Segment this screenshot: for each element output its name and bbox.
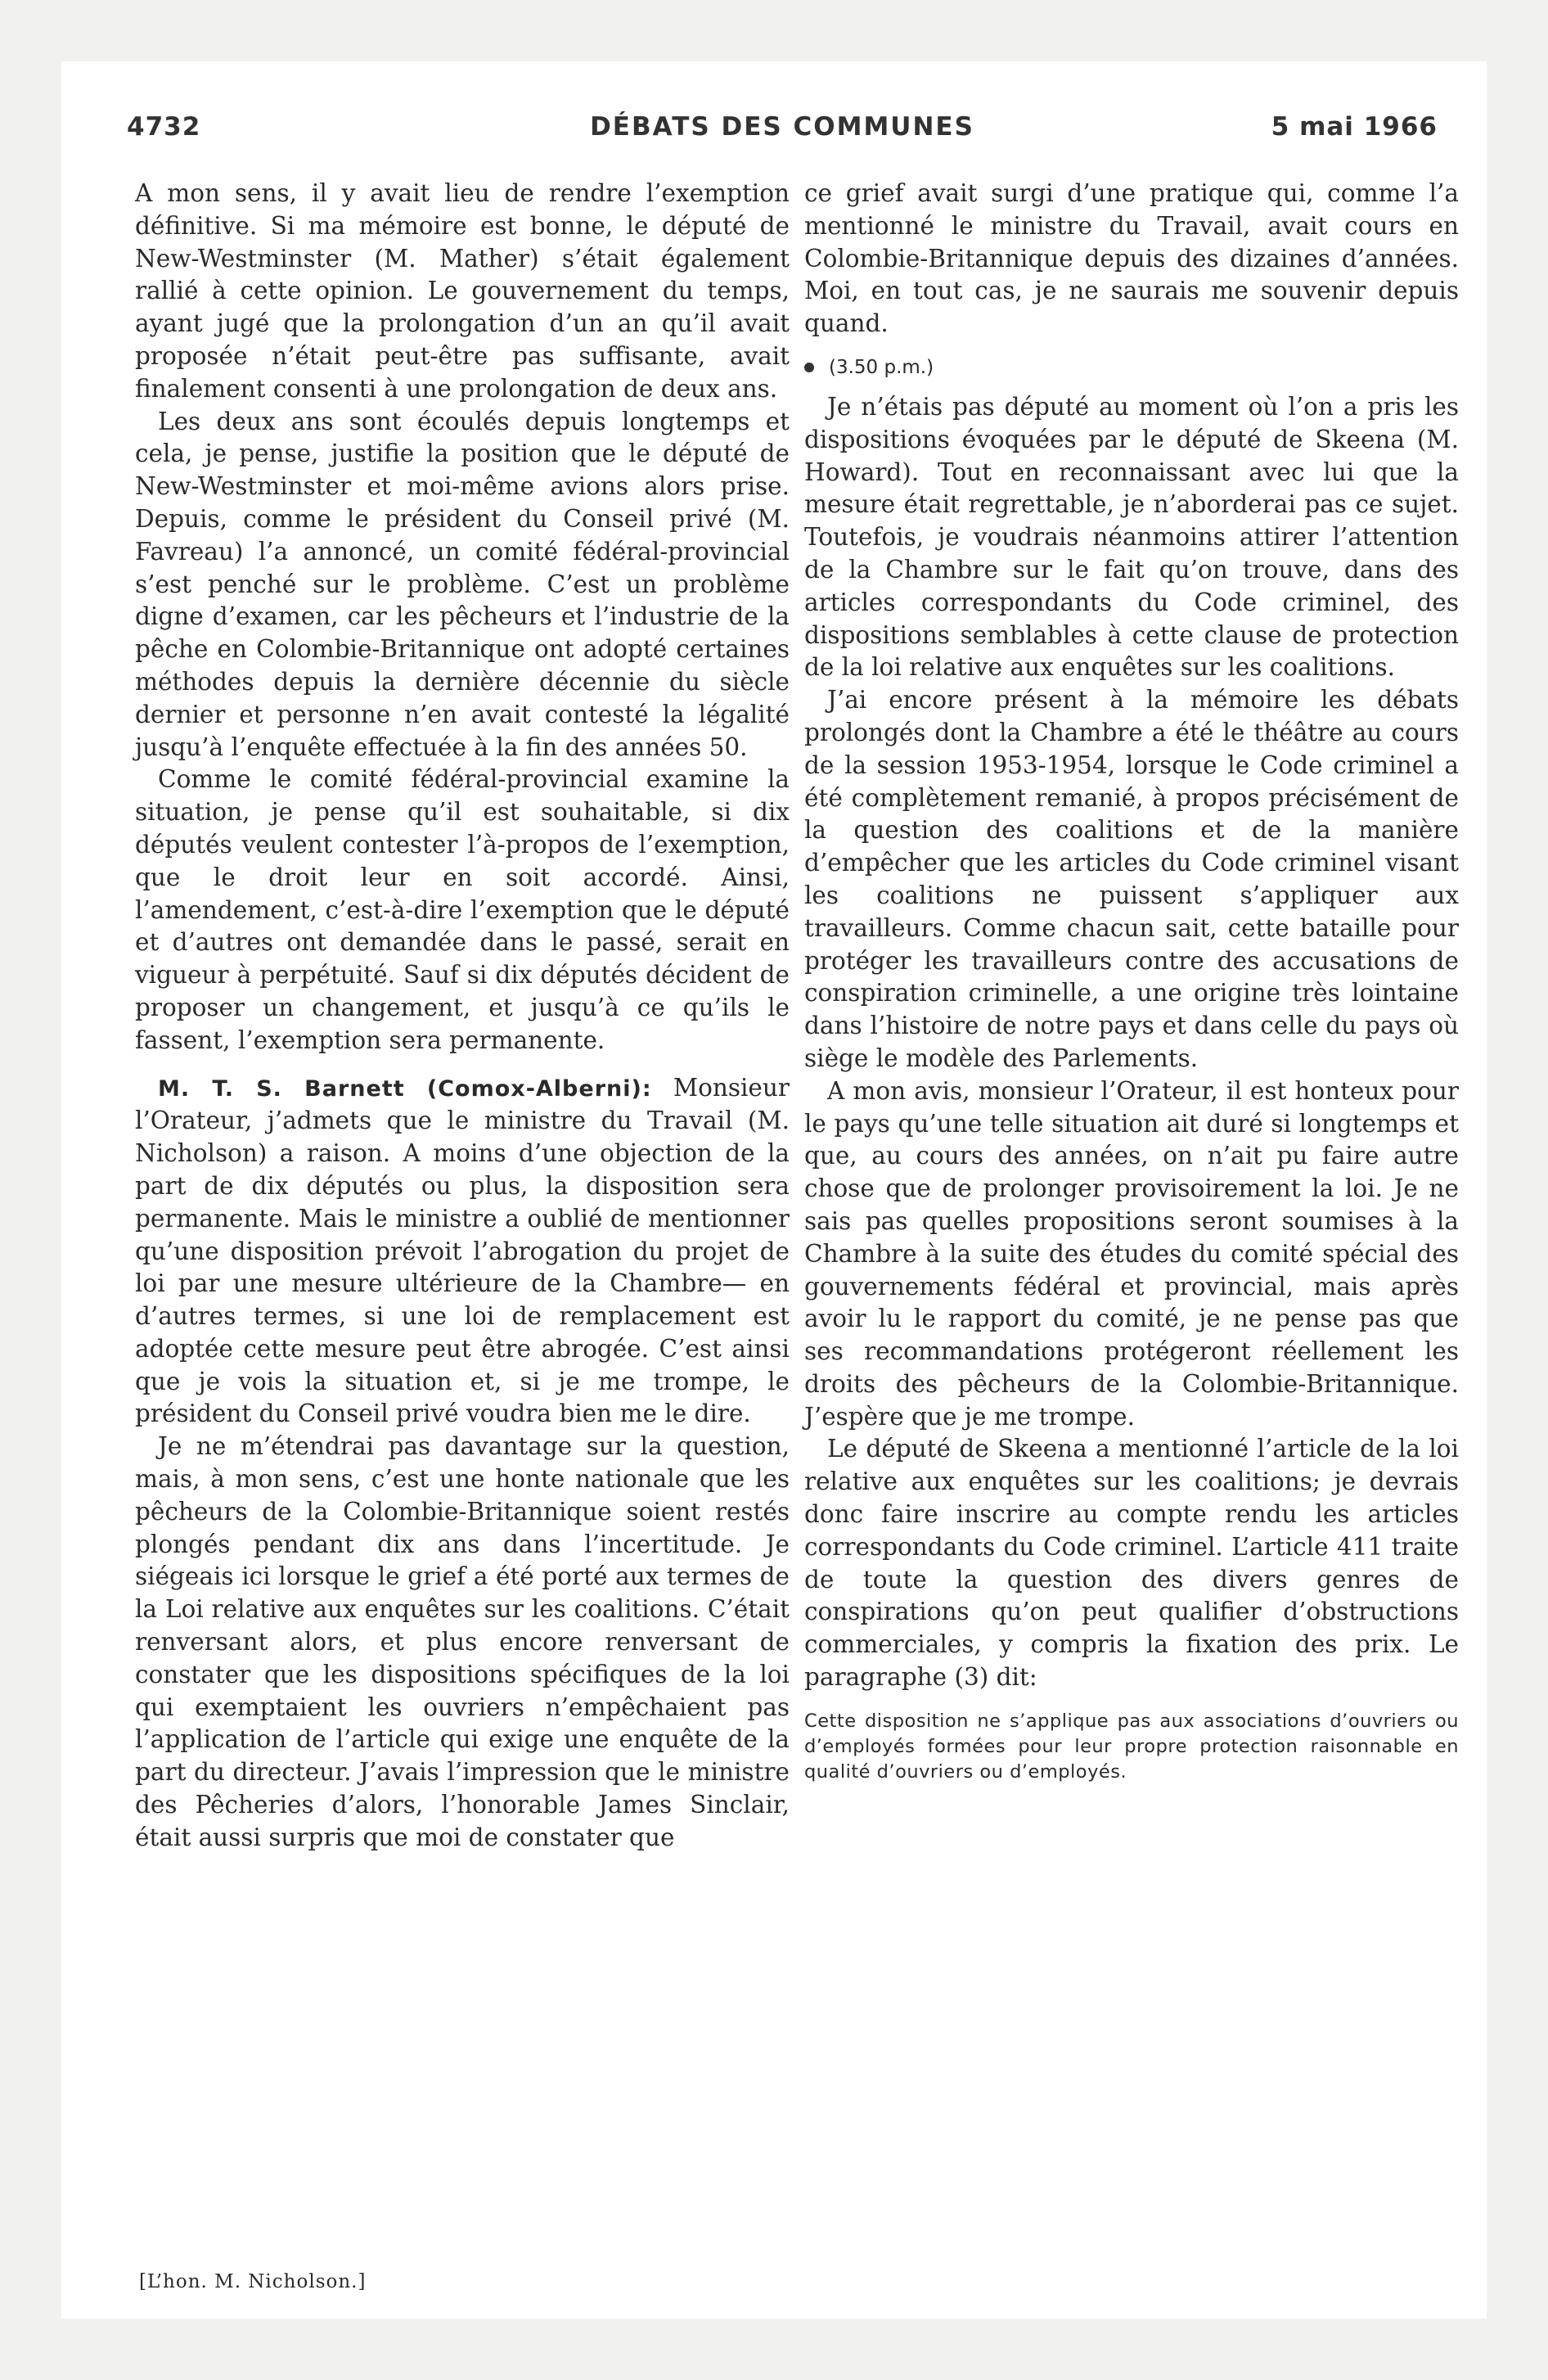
paragraph: Je ne m’étendrai pas davantage sur la question, mais, à mon sens, c’est une honte nationale que les pêcheurs de la Colombie-Britannique soient restés plongés pendant dix ans dans l’incertitude. Je siégeais ici lorsque le grief a été porté aux termes de la Loi relative aux enquêtes sur les coalitions. C’était renversant alors, et plus encore renversant de constater que les dispositions spécifiques de la loi qui exemptaient les ouvriers n’empêchaient pas l’application de l’article qui exige une enquête de la part du directeur. J’avais l’impression que le ministre des Pêcheries d’alors, l’honorable James Sinclair, était aussi surpris que moi de constater que [135, 1432, 790, 1851]
paragraph: Le député de Skeena a mentionné l’article de la loi relative aux enquêtes sur les coalitions; je devrais donc faire inscrire au compte rendu les articles correspondants du Code criminel. L’article 411 traite de toute la question des divers genres de conspirations qu’on peut qualifier d’obstructions commerciales, y compris la fixation des prix. Le paragraphe (3) dit: [804, 1435, 1459, 1692]
sitting-date: 5 mai 1966 [1271, 112, 1438, 142]
page-number: 4732 [127, 112, 201, 142]
speaker-paragraph [135, 1072, 790, 1431]
right-column [804, 178, 1459, 1785]
paragraph: Je n’étais pas député au moment où l’on a pris les dispositions évoquées par le député de Skeena (M. Howard). Tout en reconnaissant avec lui que la mesure était regrettable, je n’aborderai pas ce sujet. Toutefois, je voudrais néanmoins attirer l’attention de la Chambre sur le fait qu’on trouve, dans des articles correspondants du Code criminel, des dispositions semblables à cette clause de protection de la loi relative aux enquêtes sur les coalitions. [804, 392, 1459, 682]
left-column [135, 178, 790, 1855]
speech-text: Monsieur l’Orateur, j’admets que le ministre du Travail (M. Nicholson) a raison. A moins d’une objection de la part de dix députés ou plus, la disposition sera permanente. Mais le ministre a oublié de mentionner qu’une disposition prévoit l’abrogation du projet de loi par une mesure ultérieure de la Chambre— en d’autres termes, si une loi de remplacement est adoptée cette mesure peut être abrogée. C’est ainsi que je vois la situation et, si je me trompe, le président du Conseil privé voudra bien me le dire. [135, 1073, 790, 1428]
bullet-icon [804, 363, 814, 372]
paragraph: ce grief avait surgi d’une pratique qui, comme l’a mentionné le ministre du Travail, avait cours en Colombie-Britannique depuis des dizaines d’années. Moi, en tout cas, je ne saurais me souvenir depuis quand. [804, 179, 1459, 338]
footer-reference: [L’hon. M. Nicholson.] [139, 2271, 367, 2292]
page [61, 61, 1487, 2319]
paragraph: J’ai encore présent à la mémoire les débats prolongés dont la Chambre a été le théâtre au cours de la session 1953-1954, lorsque le Code criminel a été complètement remanié, à propos précisément de la question des coalitions et de la manière d’empêcher que les articles du Code criminel visant les coalitions ne puissent s’appliquer aux travailleurs. Comme chacun sait, cette bataille pour protéger les travailleurs contre des accusations de conspiration criminelle, a une origine très lointaine dans l’histoire de notre pays et dans celle du pays où siège le modèle des Parlements. [804, 686, 1459, 1072]
paragraph: A mon avis, monsieur l’Orateur, il est honteux pour le pays qu’une telle situation ait duré si longtemps et que, au cours des années, on n’ait pu faire autre chose que de prolonger provisoirement la loi. Je ne sais pas quelles propositions seront soumises à la Chambre à la suite des études du comité spécial des gouvernements fédéral et provincial, mais après avoir lu le rapport du comité, je ne pense pas que ses recommandations protégeront réellement les droits des pêcheurs de la Colombie-Britannique. J’espère que je me trompe. [804, 1076, 1459, 1431]
legal-quotation: Cette disposition ne s’applique pas aux associations d’ouvriers ou d’employés formées pour leur propre protection raisonnable en qualité d’ouvriers ou d’employés. [804, 1710, 1459, 1783]
speaker-name: M. T. S. Barnett (Comox-Alberni): [158, 1075, 652, 1102]
paragraph: Les deux ans sont écoulés depuis longtemps et cela, je pense, justifie la position que le député de New-Westminster et moi-même avions alors prise. Depuis, comme le président du Conseil privé (M. Favreau) l’a annoncé, un comité fédéral-provincial s’est penché sur le problème. C’est un problème digne d’examen, car les pêcheurs et l’industrie de la pêche en Colombie-Britannique ont adopté certaines méthodes depuis la dernière décennie du siècle dernier et personne n’en avait contesté la légalité jusqu’à l’enquête effectuée à la fin des années 50. [135, 407, 790, 761]
timestamp [804, 355, 1459, 380]
page-header [127, 112, 1438, 153]
paragraph: Comme le comité fédéral-provincial examine la situation, je pense qu’il est souhaitable, si dix députés veulent contester l’à-propos de l’exemption, que le droit leur en soit accordé. Ainsi, l’amendement, c’est-à-dire l’exemption que le député et d’autres ont demandée dans le passé, serait en vigueur à perpétuité. Sauf si dix députés décident de proposer un changement, et jusqu’à ce qu’ils le fassent, l’exemption sera permanente. [135, 765, 790, 1054]
publication-title: DÉBATS DES COMMUNES [590, 112, 974, 142]
timestamp-text: (3.50 p.m.) [829, 356, 934, 378]
paragraph: A mon sens, il y avait lieu de rendre l’exemption définitive. Si ma mémoire est bonne, le député de New-Westminster (M. Mather) s’était également rallié à cette opinion. Le gouvernement du temps, ayant jugé que la prolongation d’un an qu’il avait proposée n’était peut-être pas suffisante, avait finalement consenti à une prolongation de deux ans. [135, 179, 790, 403]
